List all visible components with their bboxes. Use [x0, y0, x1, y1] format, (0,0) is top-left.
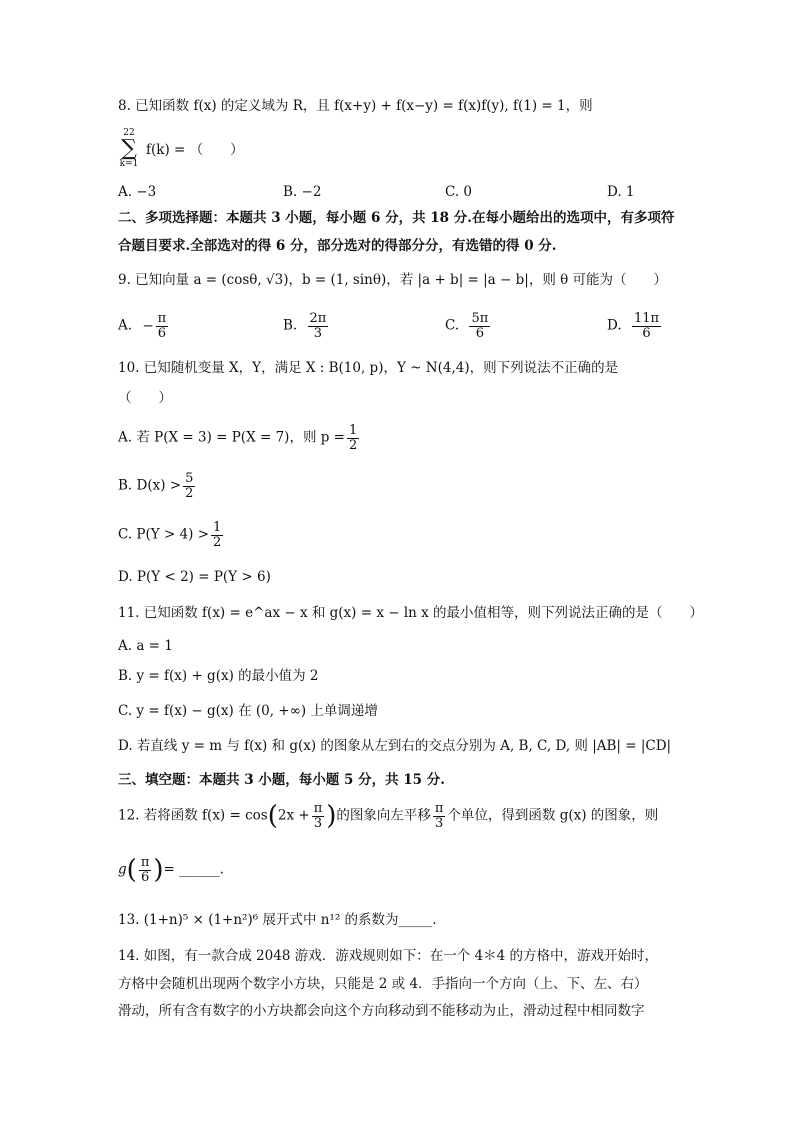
q12-answer-blank: = ______. — [163, 861, 224, 878]
option-label: C. — [445, 317, 460, 334]
sum-upper: 22 — [123, 128, 135, 138]
q14-line1: 14. 如图，有一款合成 2048 游戏．游戏规则如下：在一个 4＊4 的方格中，游戏开始时， — [118, 948, 658, 964]
option-fraction — [183, 472, 195, 500]
paren-open: ( — [126, 855, 137, 886]
q9-option-a — [118, 312, 170, 340]
section2-heading-line1: 二、多项选择题：本题共 3 小题，每小题 6 分，共 18 分.在每小题给出的选项中，有多项符 — [118, 210, 675, 226]
section3-heading: 三、填空题：本题共 3 小题，每小题 5 分，共 15 分. — [118, 772, 445, 788]
q8-option-b: B. −2 — [283, 184, 322, 200]
option-fraction — [211, 521, 223, 549]
option-text: C. P(Y > 4) > — [118, 526, 210, 543]
q12-inner: 2x + — [277, 807, 310, 824]
numerator: 11π — [633, 311, 660, 326]
q11-option-b: B. y = f(x) + g(x) 的最小值为 2 — [118, 668, 319, 684]
option-sign: − — [142, 317, 154, 334]
q9-option-c — [445, 312, 492, 340]
q8-option-c: C. 0 — [445, 184, 473, 200]
q8-summation — [116, 129, 142, 169]
numerator: 2π — [309, 311, 327, 326]
inner-fraction — [312, 802, 325, 830]
q10-stem-line2: （ ） — [118, 390, 172, 406]
q11-option-d: D. 若直线 y = m 与 f(x) 和 g(x) 的图象从左到右的交点分别为 A, B, C, D, 则 |AB| = |CD| — [118, 738, 672, 754]
q10-option-b — [118, 472, 197, 500]
paren-open: ( — [267, 801, 278, 832]
q12-stem — [118, 802, 658, 830]
q13-stem: 13. (1+n)⁵ × (1+n²)⁶ 展开式中 n¹² 的系数为_____. — [118, 912, 437, 928]
option-fraction — [632, 312, 661, 340]
q14-line3: 滑动，所有含有数字的小方块都会向这个方向移动到不能移动为止，滑动过程中相同数字 — [118, 1003, 645, 1019]
q11-stem: 11. 已知函数 f(x) = e^ax − x 和 g(x) = x − ln x 的最小值相等，则下列说法正确的是（ ） — [118, 605, 704, 621]
numerator: 1 — [348, 423, 358, 438]
q12-text-mid: 的图象向左平移 — [336, 807, 431, 824]
option-label: A. — [118, 317, 133, 334]
q8-option-d: D. 1 — [607, 184, 635, 200]
numerator: π — [157, 311, 167, 326]
option-text: A. 若 P(X = 3) = P(X = 7)，则 p = — [118, 429, 345, 446]
denominator: 6 — [140, 869, 150, 885]
denominator: 3 — [313, 325, 323, 341]
q10-option-d: D. P(Y < 2) = P(Y > 6) — [118, 569, 271, 585]
numerator: 1 — [213, 520, 222, 535]
q11-option-a: A. a = 1 — [118, 638, 173, 654]
denominator: 6 — [475, 325, 484, 341]
q9-option-d — [607, 312, 663, 340]
numerator: 5π — [471, 311, 489, 326]
q11-option-c: C. y = f(x) − g(x) 在 (0, +∞) 上单调递增 — [118, 703, 378, 719]
q8-stem: 8. 已知函数 f(x) 的定义域为 R，且 f(x+y) + f(x−y) = f(x)f(y), f(1) = 1，则 — [118, 98, 593, 114]
option-fraction — [308, 312, 329, 340]
q9-stem: 9. 已知向量 a = (cosθ, √3)，b = (1, sinθ)，若 |a + b| = |a − b|，则 θ 可能为（ ） — [118, 272, 668, 288]
q12-text-pre: 12. 若将函数 f(x) = cos — [118, 807, 268, 824]
q8-sum-expression: f(k) = （ ） — [146, 142, 244, 158]
option-fraction — [469, 312, 490, 340]
denominator: 6 — [157, 325, 167, 341]
q14-line2: 方格中会随机出现两个数字小方块，只能是 2 或 4．手指向一个方向（上、下、左、右） — [118, 976, 648, 992]
denominator: 3 — [313, 815, 323, 831]
g-symbol: g — [118, 861, 127, 878]
option-fraction — [347, 424, 359, 452]
numerator: 5 — [185, 471, 194, 486]
sum-lower: k=1 — [119, 159, 139, 169]
q10-option-c — [118, 521, 225, 549]
option-label: B. — [283, 317, 298, 334]
section2-heading-line2: 合题目要求.全部选对的得 6 分，部分选对的得部分分，有选错的得 0 分. — [118, 238, 557, 254]
option-label: D. — [607, 317, 622, 334]
denominator: 3 — [435, 815, 444, 831]
shift-fraction — [433, 802, 446, 830]
paren-close: ) — [326, 801, 337, 832]
numerator: π — [313, 801, 323, 816]
q12-text-post: 个单位，得到函数 g(x) 的图象，则 — [447, 807, 659, 824]
option-fraction — [156, 312, 169, 340]
sigma-symbol: ∑ — [121, 136, 137, 161]
option-text: B. D(x) > — [118, 477, 182, 494]
denominator: 2 — [185, 485, 194, 501]
g-arg-fraction — [139, 856, 152, 884]
q10-stem-line1: 10. 已知随机变量 X，Y，满足 X : B(10, p)，Y ~ N(4,4)，则下列说法不正确的是 — [118, 360, 619, 376]
paren-close: ) — [153, 855, 164, 886]
denominator: 6 — [642, 325, 651, 341]
q12-answer-line — [118, 856, 224, 884]
q9-option-b — [283, 312, 330, 340]
denominator: 2 — [213, 534, 222, 550]
denominator: 2 — [348, 437, 358, 453]
numerator: π — [140, 855, 150, 870]
numerator: π — [434, 801, 444, 816]
q8-option-a: A. −3 — [118, 184, 157, 200]
q10-option-a — [118, 424, 361, 452]
